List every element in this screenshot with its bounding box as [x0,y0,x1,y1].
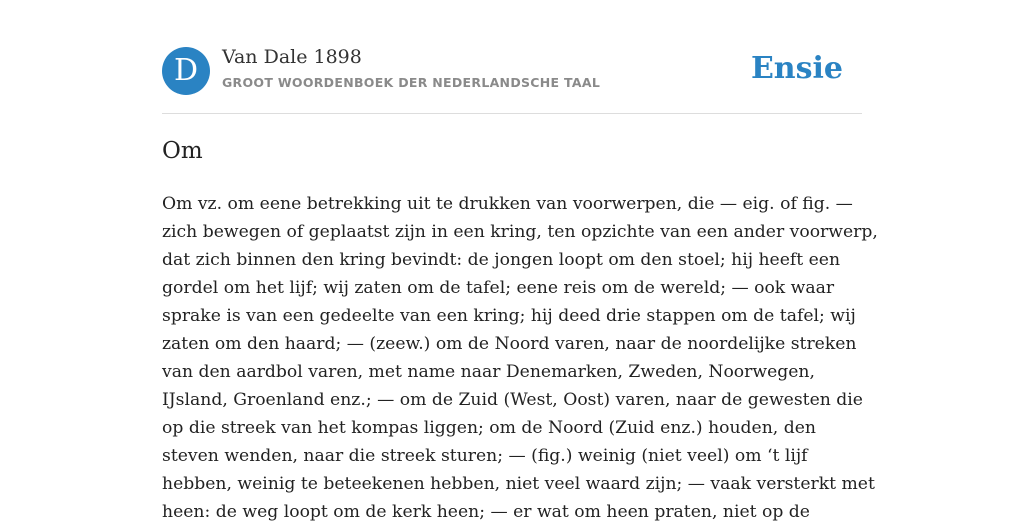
source-title[interactable]: Van Dale 1898 [222,46,362,68]
ensie-logo[interactable]: Ensie [750,51,843,86]
definition-line: Om vz. om eene betrekking uit te drukken van voorwerpen, die — eig. of fig. — [162,194,853,214]
source-header [162,46,862,96]
source-subtitle: GROOT WOORDENBOEK DER NEDERLANDSCHE TAAL [222,75,601,90]
definition-text [162,190,878,526]
definition-line: sprake is van een gedeelte van een kring; hij deed drie stappen om de tafel; wij [162,306,856,326]
definition-line: hebben, weinig te beteekenen hebben, niet veel waard zijn; — vaak versterkt met [162,474,875,494]
definition-line: IJsland, Groenland enz.; — om de Zuid (West, Oost) varen, naar de gewesten die [162,390,863,410]
dictionary-card [162,0,878,522]
definition-line: steven wenden, naar die streek sturen; — (fig.) weinig (niet veel) om ‘t lijf [162,446,808,466]
definition-line: heen: de weg loopt om de kerk heen; — er wat om heen praten, niet op de [162,502,810,522]
definition-line: gordel om het lijf; wij zaten om de tafel; eene reis om de wereld; — ook waar [162,278,835,298]
source-avatar[interactable]: D [162,47,210,95]
definition-line: zaten om den haard; — (zeew.) om de Noord varen, naar de noordelijke streken [162,334,857,354]
definition-line: dat zich binnen den kring bevindt: de jongen loopt om den stoel; hij heeft een [162,250,841,270]
headword: Om [162,138,203,164]
definition-line: op die streek van het kompas liggen; om de Noord (Zuid enz.) houden, den [162,418,816,438]
header-divider [162,113,862,114]
definition-line: zich bewegen of geplaatst zijn in een kring, ten opzichte van een ander voorwerp, [162,222,878,242]
definition-line: van den aardbol varen, met name naar Denemarken, Zweden, Noorwegen, [162,362,815,382]
